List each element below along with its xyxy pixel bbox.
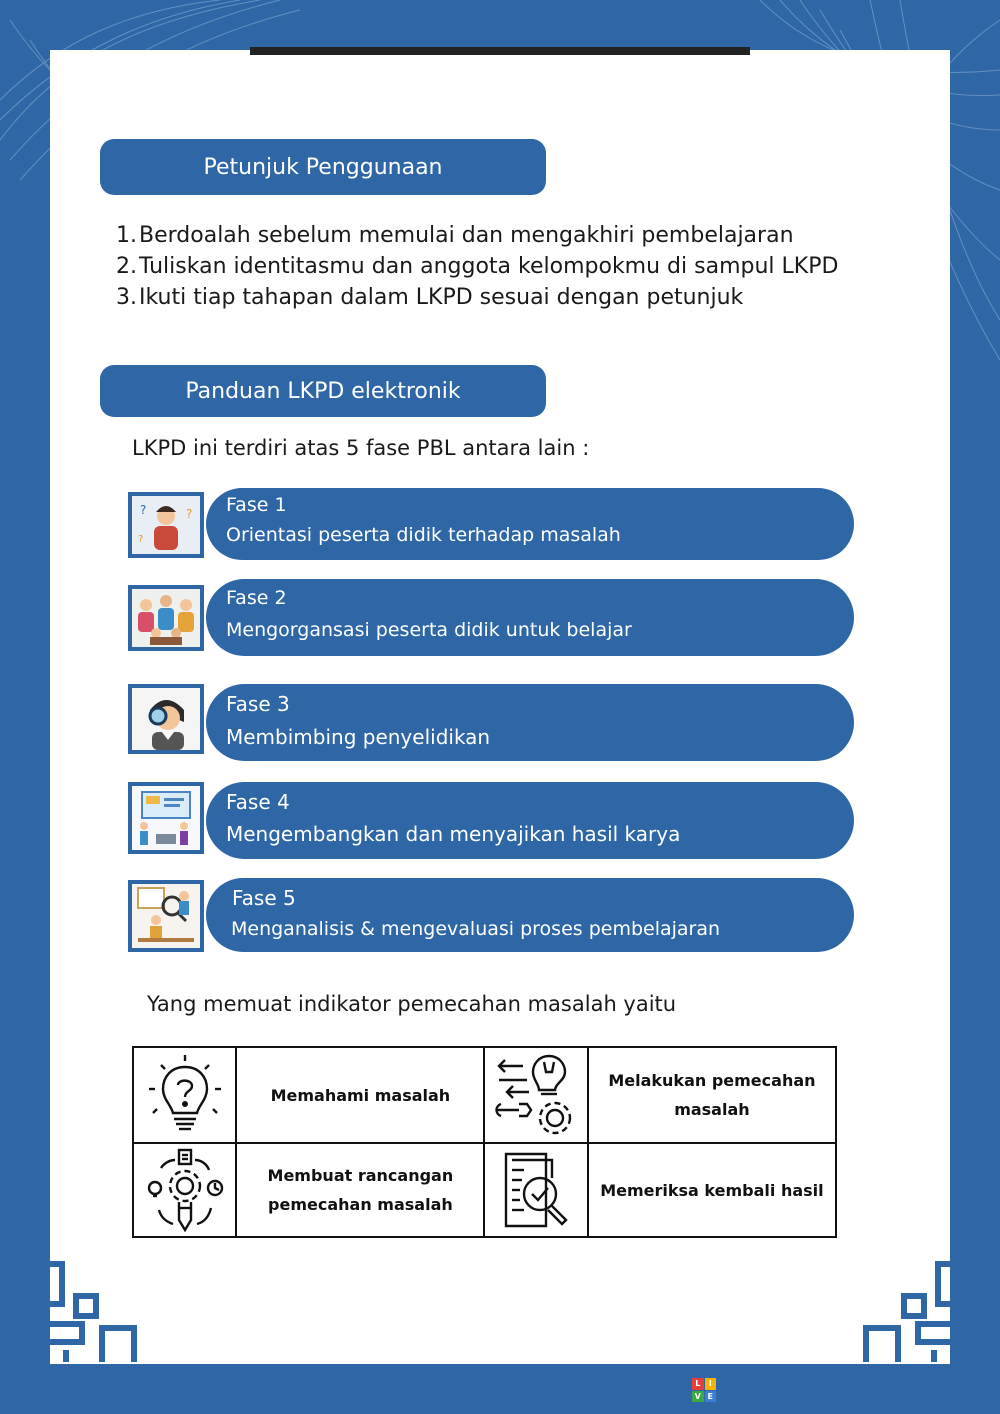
fase-1-name: Fase 1 [226,494,287,516]
magnifier-person-icon [128,684,204,754]
top-divider [250,47,750,55]
corner-decoration-left [48,1258,148,1368]
indikator-title: Yang memuat indikator pemecahan masalah yaitu [147,992,677,1016]
fase-5-name: Fase 5 [232,886,296,910]
petunjuk-list [115,220,895,313]
analysis-icon [128,880,204,952]
fase-5-bar [206,878,854,952]
lightbulb-gear-icon [484,1047,587,1143]
fase-2-bar [206,579,854,656]
corner-decoration-right [852,1258,952,1368]
petunjuk-item [115,282,895,313]
panduan-title: Panduan LKPD elektronik [185,378,461,404]
panduan-intro: LKPD ini terdiri atas 5 fase PBL antara lain : [132,436,590,460]
petunjuk-heading [100,139,546,195]
brand-name: LIVEWORKSHEETS [720,1374,990,1405]
indikator-cell: Memahami masalah [236,1047,484,1143]
item-number: 2. [116,254,137,279]
fase-2-desc: Mengorgansasi peserta didik untuk belajar [226,619,632,641]
indikator-cell: Melakukan pemecahan masalah [588,1047,836,1143]
fase-1-row [128,488,854,560]
item-text: Ikuti tiap tahapan dalam LKPD sesuai dengan petunjuk [139,285,744,310]
logo-letter: E [705,1391,717,1403]
table-row [133,1143,836,1237]
liveworksheets-brand[interactable] [692,1374,990,1406]
petunjuk-item [115,220,895,251]
logo-letter: L [692,1378,704,1390]
fase-3-row [128,684,854,761]
gear-pencil-icon [133,1143,236,1237]
item-text: Tuliskan identitasmu dan anggota kelompokmu di sampul LKPD [139,254,839,279]
petunjuk-item [115,251,895,282]
lightbulb-question-icon [133,1047,236,1143]
fase-5-desc: Menganalisis & mengevaluasi proses pembelajaran [231,918,721,940]
fase-2-row [128,579,854,656]
fase-4-desc: Mengembangkan dan menyajikan hasil karya [226,822,681,846]
fase-3-bar [206,684,854,761]
fase-5-row [128,878,854,952]
panduan-heading [100,365,546,417]
fase-4-name: Fase 4 [226,790,290,814]
fase-3-name: Fase 3 [226,692,290,716]
fase-4-row [128,782,854,859]
item-number: 1. [116,223,137,248]
indikator-table [132,1046,837,1238]
petunjuk-title: Petunjuk Penggunaan [203,154,443,180]
logo-letter: V [692,1391,704,1403]
indikator-cell: Membuat rancangan pemecahan masalah [236,1143,484,1237]
item-text: Berdoalah sebelum memulai dan mengakhiri pembelajaran [139,223,794,248]
logo-letter: I [705,1378,717,1390]
table-row [133,1047,836,1143]
fase-1-bar [206,488,854,560]
confused-person-icon [128,492,204,558]
presentation-icon [128,782,204,854]
group-students-icon [128,585,204,651]
liveworksheets-logo-icon [692,1378,716,1402]
fase-3-desc: Membimbing penyelidikan [226,725,491,749]
indikator-cell: Memeriksa kembali hasil [588,1143,836,1237]
svg-text:?: ? [140,503,147,517]
fase-1-desc: Orientasi peserta didik terhadap masalah [226,524,621,546]
fase-4-bar [206,782,854,859]
item-number: 3. [116,285,137,310]
svg-text:?: ? [138,534,144,545]
document-check-icon [484,1143,587,1237]
fase-2-name: Fase 2 [226,587,287,609]
svg-text:?: ? [186,507,193,521]
